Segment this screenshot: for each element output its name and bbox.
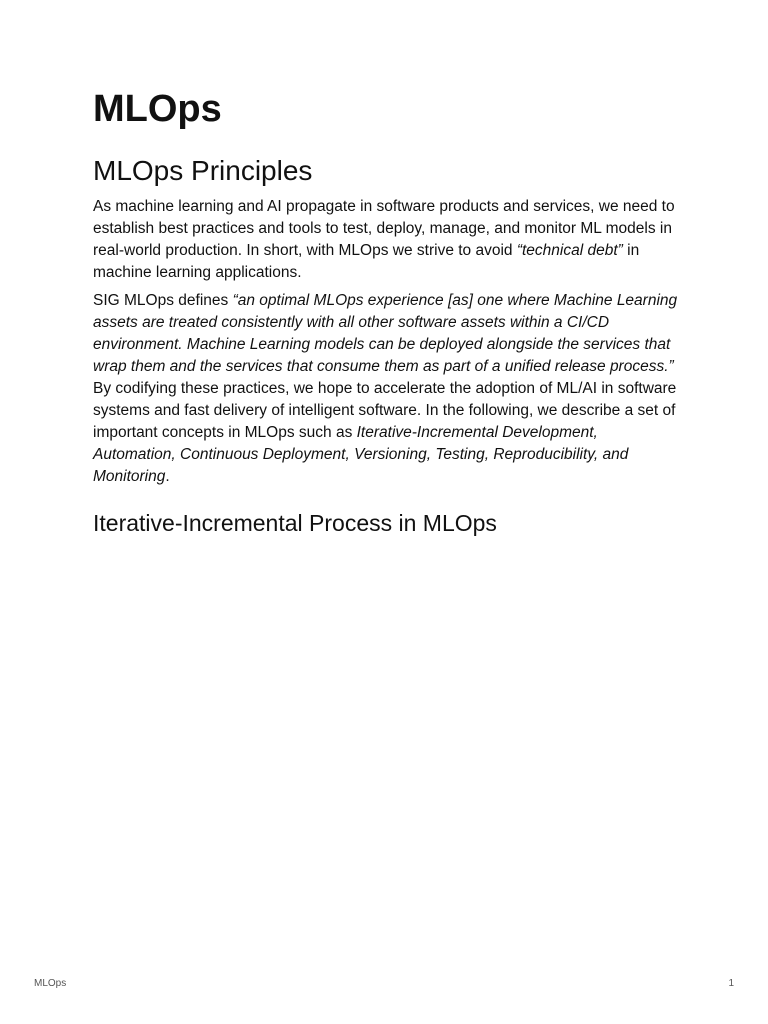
concepts-list: Iterative-Incremental Development, Automation, Continuous Deployment, Versioning, Testing, Reproducibility, and Monitoring (93, 424, 629, 485)
page-number: 1 (728, 978, 734, 989)
sig-text-start: SIG MLOps defines (93, 292, 233, 309)
subsection-title: Iterative-Incremental Process in MLOps (93, 510, 497, 536)
intro-text-start: As machine learning and AI propagate in software products and services, we need to establish best practices and tools to test, deploy, manage, and monitor ML models in real-world production. In short, with MLOps we strive to avoid (93, 198, 675, 259)
document-content (93, 86, 678, 538)
technical-debt-emphasis: “technical debt” (516, 242, 623, 259)
page-title: MLOps (93, 88, 222, 130)
sig-mlops-paragraph (93, 290, 678, 488)
intro-text-end: in machine learning applications. (93, 242, 640, 281)
section-title: MLOps Principles (93, 155, 313, 186)
sig-text-middle: By codifying these practices, we hope to accelerate the adoption of ML/AI in software systems and fast delivery of intelligent software. In the following, we describe a set of important concepts in MLOps such as (93, 380, 677, 441)
intro-paragraph (93, 196, 678, 284)
sig-text-end: . (165, 468, 170, 485)
sig-quote: “an optimal MLOps experience [as] one where Machine Learning assets are treated consistently with all other software assets within a CI/CD environment. Machine Learning models can be deployed alongside the services that wrap them and the services that consume them as part of a unified release process.” (93, 292, 678, 375)
footer-document-name: MLOps (34, 978, 67, 989)
